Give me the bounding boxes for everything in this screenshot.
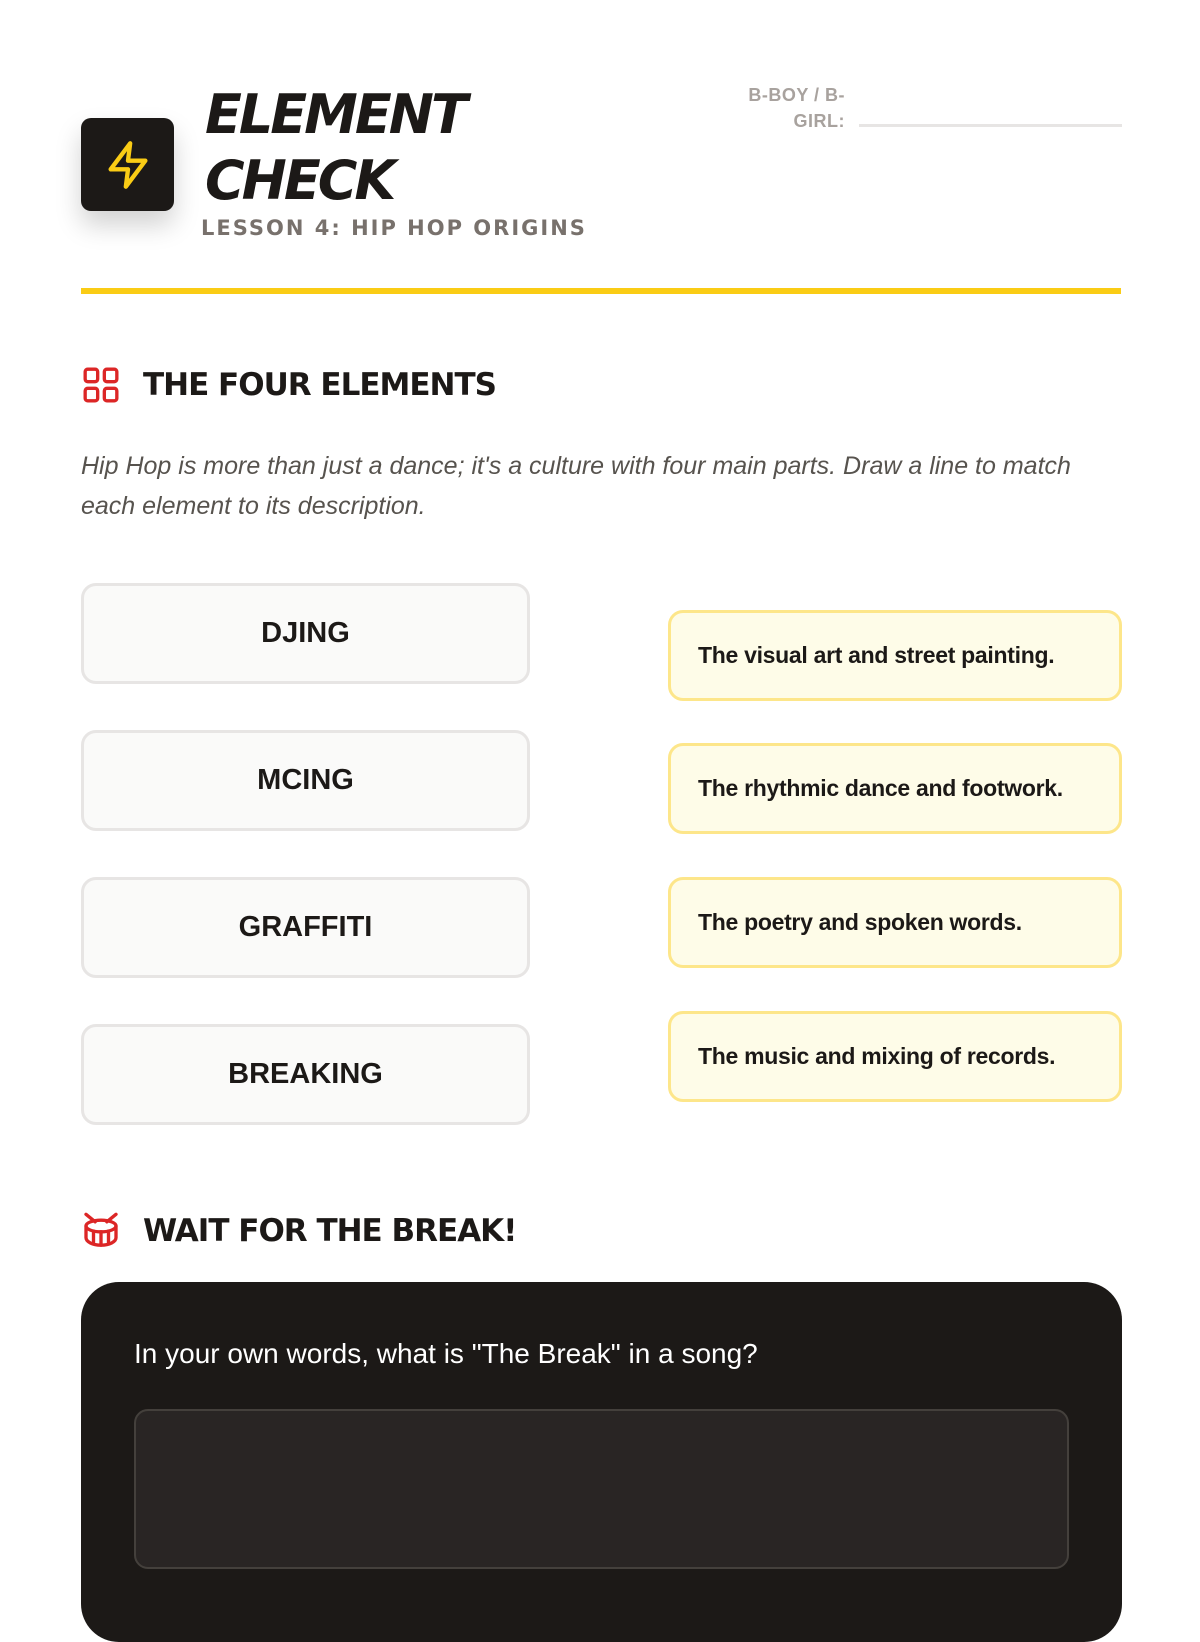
answer-input[interactable] [134, 1409, 1069, 1569]
grid-icon [81, 365, 121, 405]
section-title: WAIT FOR THE BREAK! [143, 1213, 517, 1249]
section-heading-break [81, 1211, 516, 1251]
section-title: THE FOUR ELEMENTS [143, 367, 496, 403]
header-divider [81, 288, 1121, 294]
drum-icon [81, 1211, 121, 1251]
question-text: In your own words, what is "The Break" in a song? [134, 1338, 758, 1369]
worksheet-title: ELEMENT CHECK [205, 83, 465, 212]
instructions-text: Hip Hop is more than just a dance; it's a culture with four main parts. Draw a line to match each element to its description. [81, 452, 1071, 520]
description-card-4[interactable]: The music and mixing of records. [668, 1011, 1122, 1102]
section-heading-four-elements [81, 365, 496, 405]
term-card-djing[interactable]: DJING [81, 583, 530, 684]
name-label: B-BOY / B-GIRL: [748, 85, 845, 131]
worksheet-header [81, 82, 1121, 292]
break-question-card [81, 1282, 1122, 1642]
lightning-bolt-icon [102, 139, 154, 191]
description-card-2[interactable]: The rhythmic dance and footwork. [668, 743, 1122, 834]
description-card-1[interactable]: The visual art and street painting. [668, 610, 1122, 701]
term-card-mcing[interactable]: MCING [81, 730, 530, 831]
lesson-subtitle: LESSON 4: HIP HOP ORIGINS [201, 216, 587, 240]
term-card-breaking[interactable]: BREAKING [81, 1024, 530, 1125]
description-card-3[interactable]: The poetry and spoken words. [668, 877, 1122, 968]
name-field[interactable] [859, 124, 1122, 127]
term-card-graffiti[interactable]: GRAFFITI [81, 877, 530, 978]
logo [81, 118, 174, 211]
